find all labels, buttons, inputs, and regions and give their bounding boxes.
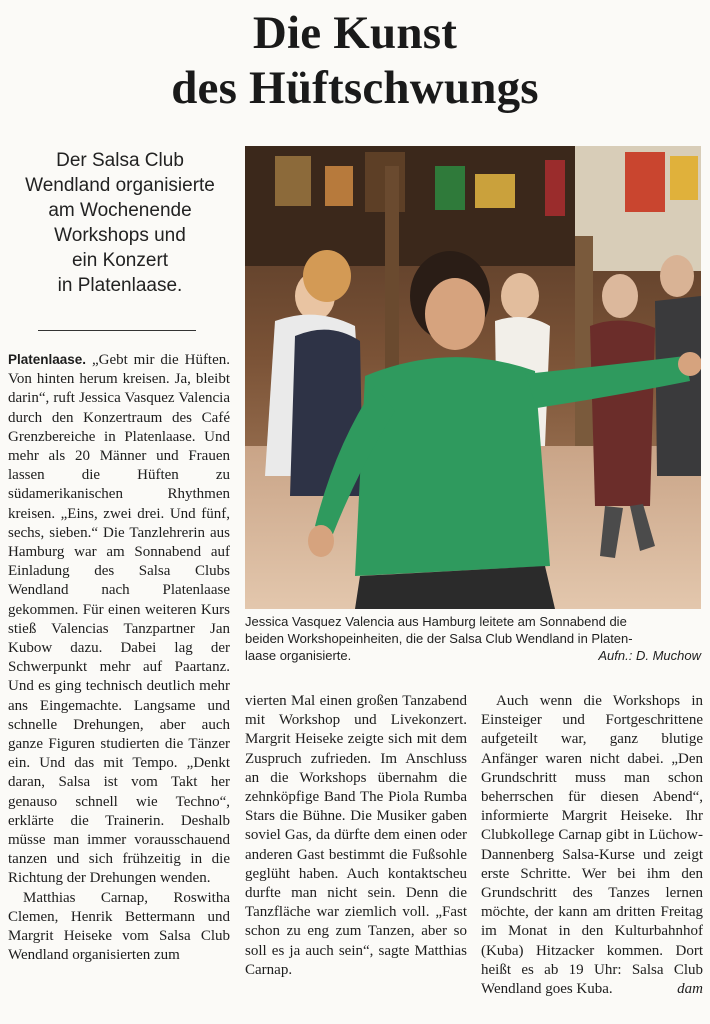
paragraph-text: „Gebt mir die Hüften. Von hinten herum kreisen. Ja, bleibt darin“, ruft Jessica Vasquez Valencia durch den Konzertraum des Café Grenzbereiche in Platenlaase. Und mehr als 20 Männer und Frauen lassen die Hüften zu südamerikanischen Rhythmen kreisen. „Eins, zwei drei. Und fünf, sechs, sieben.“ Die Tanzlehrerin aus Hamburg war am Sonnabend auf Einladung des Salsa Clubs Wendland nach Platenlaase gekommen. Für einen weiteren Kurs stieß Valencias Tanzpartner Jan Kubow dazu. Dabei lag der Schwerpunkt mehr auf Paartanz. Und es ging technisch deutlich mehr ans Eingemachte. Langsame und schnelle Drehungen, aber auch ganze Figuren studierten die Tänzer ein. Und das mit Tempo. „Denkt daran, Salsa ist vom Takt her genauso schnell wie Techno“, erklärte die Trainerin. Deshalb müsse man immer vorausschauend tanzen und sich frühzeitig in die Richtung der Drehungen wenden. xyxy=(8,352,231,887)
teaser-line: Wendland organisierte xyxy=(25,175,215,196)
photo-credit-text: Aufn.: D. Muchow xyxy=(598,648,701,663)
article-column-1 xyxy=(8,350,230,966)
dance-photo-illustration xyxy=(245,146,701,609)
place-name: Platenlaase. xyxy=(8,352,87,367)
caption-line: laase organisierte. xyxy=(245,648,352,663)
article-paragraph: Matthias Carnap, Roswitha Clemen, Henrik Bettermann und Margrit Heiseke vom Salsa Club Wendland organisierten zum xyxy=(8,889,230,964)
article-paragraph xyxy=(481,692,703,999)
article-column-2 xyxy=(245,692,467,980)
teaser xyxy=(8,148,232,298)
headline-line-2: des Hüftschwungs xyxy=(171,62,539,114)
teaser-line: in Platenlaase. xyxy=(57,275,183,296)
photo-caption xyxy=(245,613,701,664)
author-initials: dam xyxy=(677,981,703,998)
article-column-3 xyxy=(481,692,703,999)
caption-line: beiden Workshopeinheiten, die der Salsa Club Wendland in Platen- xyxy=(245,631,633,646)
teaser-divider xyxy=(38,330,196,331)
paragraph-text: Auch wenn die Workshops in Einsteiger und Fortgeschrittene aufgeteilt war, ganz blutige Anfänger waren nicht dabei. „Den Grundschritt muss man schon beherrschen für diesen Abend“, informierte Margrit Heiseke. Ihr Clubkollege Carnap gibt in Lüchow-Dannenberg Salsa-Kurse und zeigt erste Schritte. Wer bei ihm den Grundschritt des Tanzes lernen möchte, der kann am dritten Freitag im Monat in den Kulturbahnhof (Kuba) Hitzacker kommen. Dort heißt es ab 19 Uhr: Salsa Club Wendland goes Kuba. xyxy=(481,693,703,998)
article-photo xyxy=(245,146,701,609)
teaser-line: ein Konzert xyxy=(71,250,169,271)
article-paragraph xyxy=(8,350,230,889)
headline xyxy=(0,6,710,116)
headline-line-1: Die Kunst xyxy=(252,7,458,59)
caption-line: Jessica Vasquez Valencia aus Hamburg leitete am Sonnabend die xyxy=(245,614,627,629)
article-paragraph: vierten Mal einen großen Tanzabend mit Workshop und Livekonzert. Margrit Heiseke zeigte sich mit dem Zuspruch zufrieden. Im Anschluss an die Workshops übernahm die zehnköpfige Band The Piola Rumba Stars die Bühne. Die Musiker gaben soviel Gas, da dürfte dem einen oder anderen Gast bestimmt die Fußsohle geglüht haben. Auch kontaktscheu durfte man nicht sein. Denn die Tanzfläche war ziemlich voll. „Fast schon zu eng zum Tanzen, aber so soll es ja auch sein“, sagte Matthias Carnap. xyxy=(245,693,467,978)
teaser-line: am Wochenende xyxy=(48,200,192,221)
teaser-line: Workshops und xyxy=(54,225,186,246)
teaser-line: Der Salsa Club xyxy=(56,150,184,171)
